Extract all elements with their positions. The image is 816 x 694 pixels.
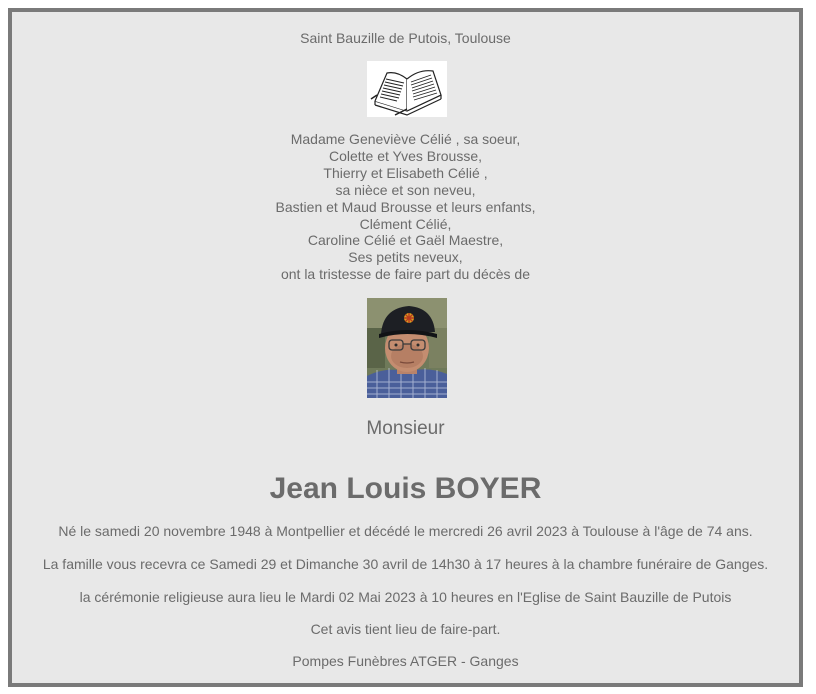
family-list bbox=[12, 131, 799, 283]
deceased-name: Jean Louis BOYER bbox=[269, 472, 542, 505]
obituary-notice bbox=[8, 8, 803, 687]
family-line: ont la tristesse de faire part du décès de bbox=[280, 266, 531, 283]
birth-death-text: Né le samedi 20 novembre 1948 à Montpellier et décédé le mercredi 26 avril 2023 à Toulouse à l'âge de 74 ans. bbox=[58, 523, 753, 539]
family-line: Colette et Yves Brousse, bbox=[328, 147, 483, 164]
open-book-icon bbox=[367, 61, 447, 117]
family-line: Clément Célié, bbox=[359, 215, 452, 232]
family-line: Caroline Célié et Gaël Maestre, bbox=[307, 232, 504, 249]
honorific-title: Monsieur bbox=[366, 418, 445, 439]
family-line: Bastien et Maud Brousse et leurs enfants, bbox=[275, 198, 536, 215]
family-line: Ses petits neveux, bbox=[348, 249, 463, 266]
funeral-home-text: Pompes Funèbres ATGER - Ganges bbox=[292, 653, 519, 669]
portrait-photo bbox=[367, 298, 447, 398]
location-text: Saint Bauzille de Putois, Toulouse bbox=[300, 30, 511, 46]
family-line: Madame Geneviève Célié , sa soeur, bbox=[290, 131, 521, 147]
family-line: Thierry et Elisabeth Célié , bbox=[323, 164, 488, 181]
visitation-text: La famille vous recevra ce Samedi 29 et Dimanche 30 avril de 14h30 à 17 heures à la chambre funéraire de Ganges. bbox=[42, 556, 769, 572]
notice-text: Cet avis tient lieu de faire-part. bbox=[310, 621, 501, 637]
ceremony-text: la cérémonie religieuse aura lieu le Mardi 02 Mai 2023 à 10 heures en l'Eglise de Saint Bauzille de Putois bbox=[79, 589, 732, 605]
family-line: sa nièce et son neveu, bbox=[335, 181, 476, 198]
